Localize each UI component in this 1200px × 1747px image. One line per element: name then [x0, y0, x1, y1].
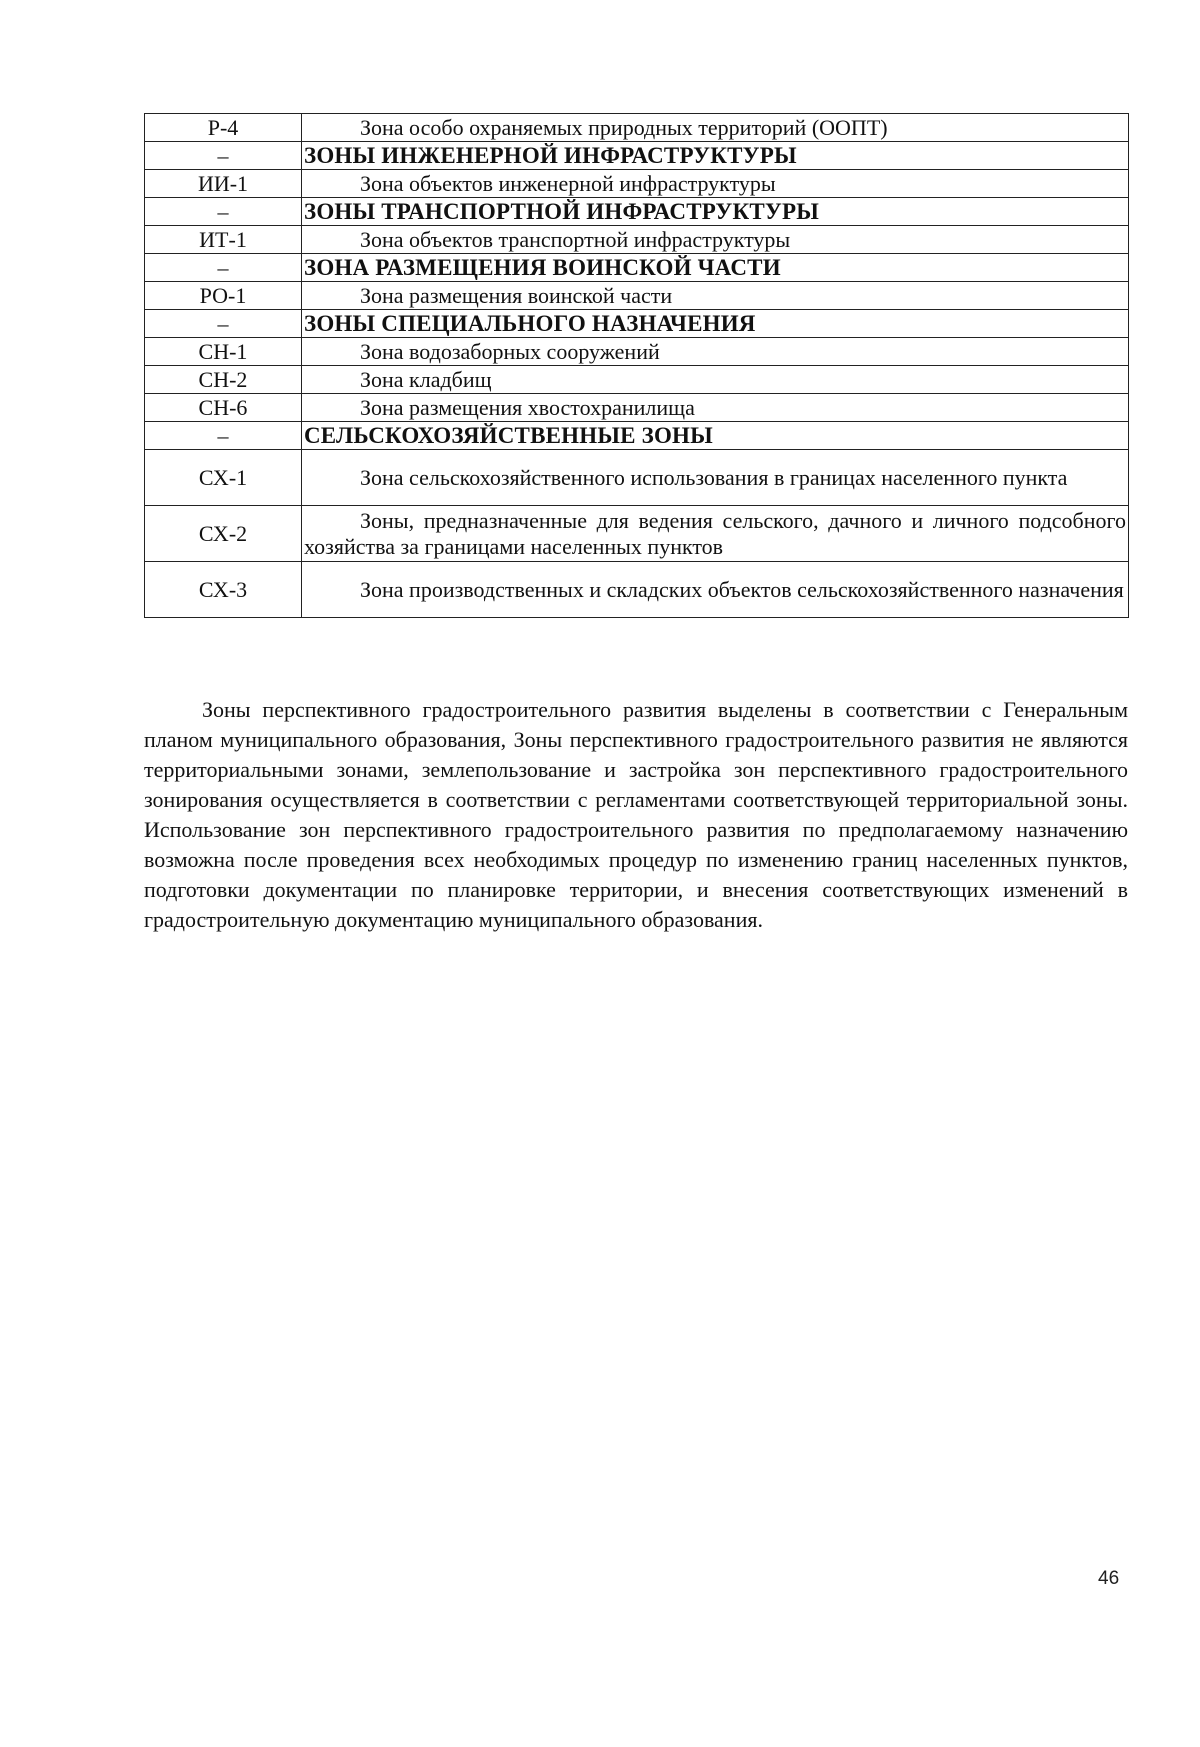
table-row	[145, 338, 1129, 366]
zone-code: СХ-3	[145, 562, 302, 618]
zone-code: СН-2	[145, 366, 302, 394]
table-section-header	[145, 198, 1129, 226]
table-row	[145, 114, 1129, 142]
zone-name: Зона объектов транспортной инфраструктуры	[302, 226, 1129, 254]
section-title: СЕЛЬСКОХОЗЯЙСТВЕННЫЕ ЗОНЫ	[302, 422, 1129, 450]
table-section-header	[145, 422, 1129, 450]
zones-table	[144, 113, 1129, 618]
zone-code: –	[145, 310, 302, 338]
table-section-header	[145, 254, 1129, 282]
body-paragraph: Зоны перспективного градостроительного развития выделены в соответствии с Генеральным планом муниципального образования, Зоны перспективного градостроительного развития не являются территориальными зонами, землепользование и застройка зон перспективного градостроительного зонирования осуществляется в соответствии с регламентами соответствующей территориальной зоны. Использование зон перспективного градостроительного развития по предполагаемому назначению возможна после проведения всех необходимых процедур по изменению границ населенных пунктов, подготовки документации по планировке территории, и внесения соответствующих изменений в градостроительную документацию муниципального образования.	[144, 697, 1128, 932]
zone-code: ИИ-1	[145, 170, 302, 198]
zone-name: Зона сельскохозяйственного использования в границах населенного пункта	[302, 450, 1129, 506]
section-title: ЗОНЫ СПЕЦИАЛЬНОГО НАЗНАЧЕНИЯ	[302, 310, 1129, 338]
zone-code: –	[145, 142, 302, 170]
page-number: 46	[1098, 1568, 1120, 1589]
table-section-header	[145, 310, 1129, 338]
zone-name: Зона водозаборных сооружений	[302, 338, 1129, 366]
zone-name: Зона кладбищ	[302, 366, 1129, 394]
zone-name: Зона особо охраняемых природных территорий (ООПТ)	[302, 114, 1129, 142]
table-section-header	[145, 142, 1129, 170]
table-row	[145, 366, 1129, 394]
zone-name: Зона производственных и складских объектов сельскохозяйственного назначения	[302, 562, 1129, 618]
zone-code: –	[145, 198, 302, 226]
zone-code: –	[145, 254, 302, 282]
zone-name: Зона объектов инженерной инфраструктуры	[302, 170, 1129, 198]
table-row	[145, 226, 1129, 254]
zone-name: Зона размещения хвостохранилища	[302, 394, 1129, 422]
table-row	[145, 282, 1129, 310]
zone-code: РО-1	[145, 282, 302, 310]
zone-code: СН-1	[145, 338, 302, 366]
table-row	[145, 394, 1129, 422]
section-title: ЗОНЫ ИНЖЕНЕРНОЙ ИНФРАСТРУКТУРЫ	[302, 142, 1129, 170]
section-title: ЗОНЫ ТРАНСПОРТНОЙ ИНФРАСТРУКТУРЫ	[302, 198, 1129, 226]
zone-code: Р-4	[145, 114, 302, 142]
zone-name: Зоны, предназначенные для ведения сельского, дачного и личного подсобного хозяйства за границами населенных пунктов	[302, 506, 1129, 562]
zone-code: –	[145, 422, 302, 450]
table-row	[145, 170, 1129, 198]
zone-code: СН-6	[145, 394, 302, 422]
table-row	[145, 450, 1129, 506]
table-row	[145, 506, 1129, 562]
section-title: ЗОНА РАЗМЕЩЕНИЯ ВОИНСКОЙ ЧАСТИ	[302, 254, 1129, 282]
table-row	[145, 562, 1129, 618]
zone-code: СХ-1	[145, 450, 302, 506]
zone-code: СХ-2	[145, 506, 302, 562]
zone-code: ИТ-1	[145, 226, 302, 254]
zone-name: Зона размещения воинской части	[302, 282, 1129, 310]
